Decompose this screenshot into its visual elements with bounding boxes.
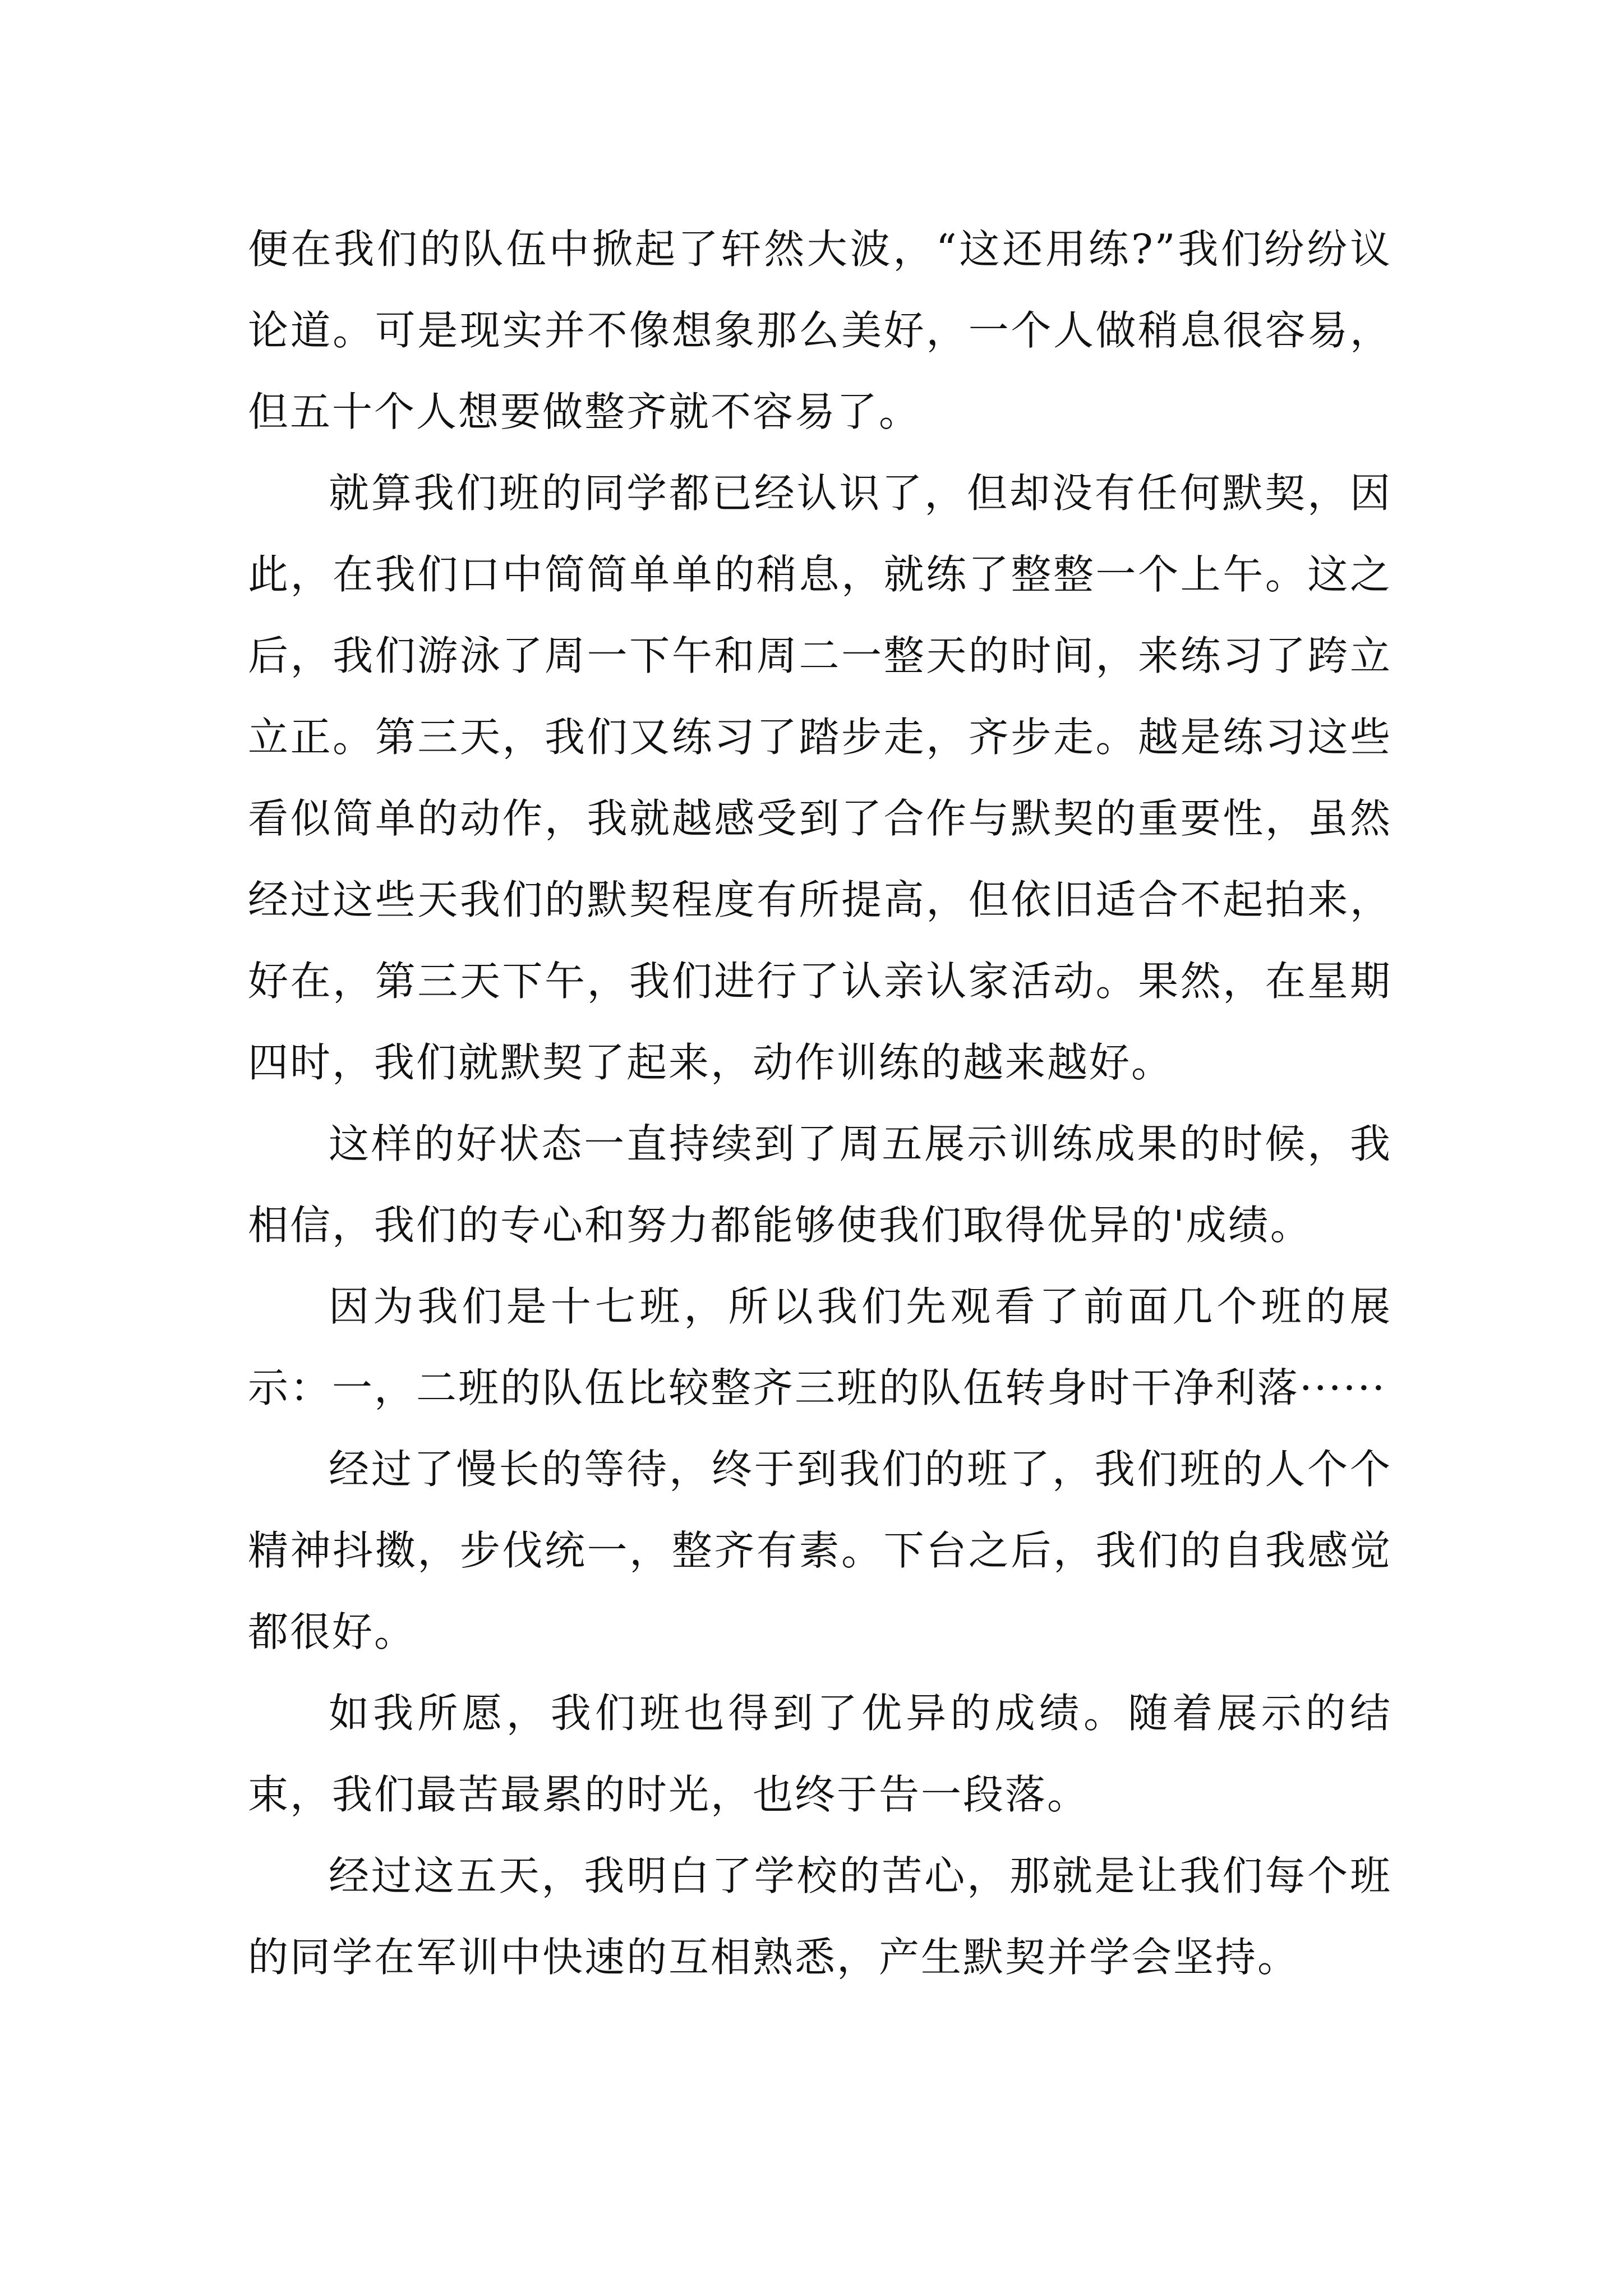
document-body xyxy=(248,209,1392,1998)
paragraph-4: 因为我们是十七班，所以我们先观看了前面几个班的展示：一，二班的队伍比较整齐三班的队伍转身时干净利落······ xyxy=(248,1283,1392,1411)
paragraph-7: 经过这五天，我明白了学校的苦心，那就是让我们每个班的同学在军训中快速的互相熟悉，产生默契并学会坚持。 xyxy=(248,1852,1392,1981)
paragraph-6: 如我所愿，我们班也得到了优异的成绩。随着展示的结束，我们最苦最累的时光，也终于告一段落。 xyxy=(248,1690,1392,1818)
paragraph-2: 就算我们班的同学都已经认识了，但却没有任何默契，因此，在我们口中简简单单的稍息，就练了整整一个上午。这之后，我们游泳了周一下午和周二一整天的时间，来练习了跨立立正。第三天，我们又练习了踏步走，齐步走。越是练习这些看似简单的动作，我就越感受到了合作与默契的重要性，虽然经过这些天我们的默契程度有所提高，但依旧适合不起拍来，好在，第三天下午，我们进行了认亲认家活动。果然，在星期四时，我们就默契了起来，动作训练的越来越好。 xyxy=(248,470,1392,1086)
paragraph-1: 便在我们的队伍中掀起了轩然大波，“这还用练?”我们纷纷议论道。可是现实并不像想象那么美好，一个人做稍息很容易，但五十个人想要做整齐就不容易了。 xyxy=(248,226,1392,435)
paragraph-5: 经过了慢长的等待，终于到我们的班了，我们班的人个个精神抖擞，步伐统一，整齐有素。下台之后，我们的自我感觉都很好。 xyxy=(248,1446,1392,1655)
paragraph-3: 这样的好状态一直持续到了周五展示训练成果的时候，我相信，我们的专心和努力都能够使我们取得优异的'成绩。 xyxy=(248,1120,1392,1249)
